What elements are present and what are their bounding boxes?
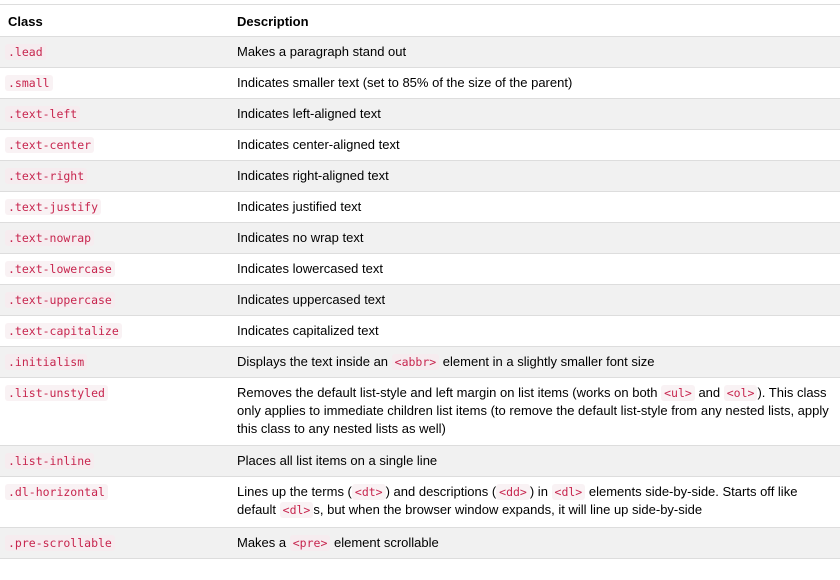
class-cell bbox=[0, 223, 229, 254]
inline-code-pre: <pre> bbox=[290, 535, 331, 551]
class-code: .text-justify bbox=[5, 199, 101, 215]
description-text: Places all list items on a single line bbox=[237, 453, 438, 468]
class-cell bbox=[0, 528, 229, 559]
class-cell bbox=[0, 446, 229, 477]
table-row bbox=[0, 285, 840, 316]
table-body bbox=[0, 37, 840, 559]
class-code: .text-center bbox=[5, 137, 94, 153]
classes-table bbox=[0, 4, 840, 559]
inline-code-ol: <ol> bbox=[724, 385, 758, 401]
class-cell bbox=[0, 347, 229, 378]
description-text: Indicates smaller text (set to 85% of the size of the parent) bbox=[237, 75, 573, 90]
description-text: ) in bbox=[529, 484, 552, 499]
description-cell bbox=[229, 223, 840, 254]
description-text: Removes the default list-style and left margin on list items (works on both bbox=[237, 385, 662, 400]
description-text: element scrollable bbox=[330, 535, 439, 550]
description-cell bbox=[229, 347, 840, 378]
class-cell bbox=[0, 477, 229, 528]
description-text: Indicates uppercased text bbox=[237, 292, 386, 307]
table-row bbox=[0, 528, 840, 559]
table-row bbox=[0, 130, 840, 161]
header-description: Description bbox=[237, 14, 309, 29]
class-code: .text-nowrap bbox=[5, 230, 94, 246]
class-cell bbox=[0, 99, 229, 130]
description-cell bbox=[229, 254, 840, 285]
description-text: Indicates lowercased text bbox=[237, 261, 383, 276]
description-text: Makes a paragraph stand out bbox=[237, 44, 407, 59]
header-row bbox=[0, 5, 840, 37]
description-cell bbox=[229, 285, 840, 316]
class-cell bbox=[0, 161, 229, 192]
table-row bbox=[0, 223, 840, 254]
description-cell bbox=[229, 99, 840, 130]
description-text: Indicates right-aligned text bbox=[237, 168, 389, 183]
inline-code-abbr: <abbr> bbox=[392, 354, 440, 370]
class-cell bbox=[0, 254, 229, 285]
class-cell bbox=[0, 285, 229, 316]
description-text: Indicates capitalized text bbox=[237, 323, 379, 338]
description-cell bbox=[229, 161, 840, 192]
table-row bbox=[0, 161, 840, 192]
class-code: .initialism bbox=[5, 354, 87, 370]
description-text: s, but when the browser window expands, it will line up side-by-side bbox=[313, 502, 703, 517]
description-text: elements side-by-side. Starts off like default bbox=[237, 484, 798, 517]
class-code: .text-left bbox=[5, 106, 80, 122]
class-cell bbox=[0, 378, 229, 446]
class-cell bbox=[0, 192, 229, 223]
description-text: Indicates left-aligned text bbox=[237, 106, 381, 121]
description-text: ). This class only applies to immediate children list items (to remove the default list-style from any nested lists, apply this class to any nested lists as well) bbox=[237, 385, 829, 436]
description-cell bbox=[229, 68, 840, 99]
header-class: Class bbox=[8, 14, 43, 29]
class-code: .text-right bbox=[5, 168, 87, 184]
inline-code-dl: <dl> bbox=[280, 502, 314, 518]
description-text: Indicates center-aligned text bbox=[237, 137, 400, 152]
table-row bbox=[0, 347, 840, 378]
inline-code-dt: <dt> bbox=[352, 484, 386, 500]
table-row bbox=[0, 446, 840, 477]
inline-code-dl: <dl> bbox=[552, 484, 586, 500]
table-row bbox=[0, 254, 840, 285]
description-text: Indicates no wrap text bbox=[237, 230, 364, 245]
class-code: .text-lowercase bbox=[5, 261, 115, 277]
description-text: element in a slightly smaller font size bbox=[439, 354, 655, 369]
description-text: Indicates justified text bbox=[237, 199, 362, 214]
table-row bbox=[0, 68, 840, 99]
table-header bbox=[0, 5, 840, 37]
description-text: Displays the text inside an bbox=[237, 354, 392, 369]
table-row bbox=[0, 99, 840, 130]
description-cell bbox=[229, 37, 840, 68]
description-cell bbox=[229, 316, 840, 347]
description-text: Lines up the terms ( bbox=[237, 484, 352, 499]
description-text: Makes a bbox=[237, 535, 290, 550]
description-cell bbox=[229, 378, 840, 446]
class-code: .small bbox=[5, 75, 53, 91]
class-code: .pre-scrollable bbox=[5, 535, 115, 551]
class-code: .lead bbox=[5, 44, 46, 60]
class-code: .dl-horizontal bbox=[5, 484, 108, 500]
class-code: .list-inline bbox=[5, 453, 94, 469]
description-text: ) and descriptions ( bbox=[385, 484, 497, 499]
class-cell bbox=[0, 316, 229, 347]
description-cell bbox=[229, 446, 840, 477]
description-cell bbox=[229, 192, 840, 223]
description-cell bbox=[229, 477, 840, 528]
table-row bbox=[0, 316, 840, 347]
class-code: .list-unstyled bbox=[5, 385, 108, 401]
table-row bbox=[0, 378, 840, 446]
class-cell bbox=[0, 130, 229, 161]
inline-code-dd: <dd> bbox=[496, 484, 530, 500]
description-cell bbox=[229, 528, 840, 559]
class-code: .text-uppercase bbox=[5, 292, 115, 308]
table-row bbox=[0, 37, 840, 68]
class-code: .text-capitalize bbox=[5, 323, 122, 339]
description-cell bbox=[229, 130, 840, 161]
table-row bbox=[0, 477, 840, 528]
inline-code-ul: <ul> bbox=[661, 385, 695, 401]
class-cell bbox=[0, 68, 229, 99]
table-row bbox=[0, 192, 840, 223]
description-text: and bbox=[694, 385, 724, 400]
class-cell bbox=[0, 37, 229, 68]
